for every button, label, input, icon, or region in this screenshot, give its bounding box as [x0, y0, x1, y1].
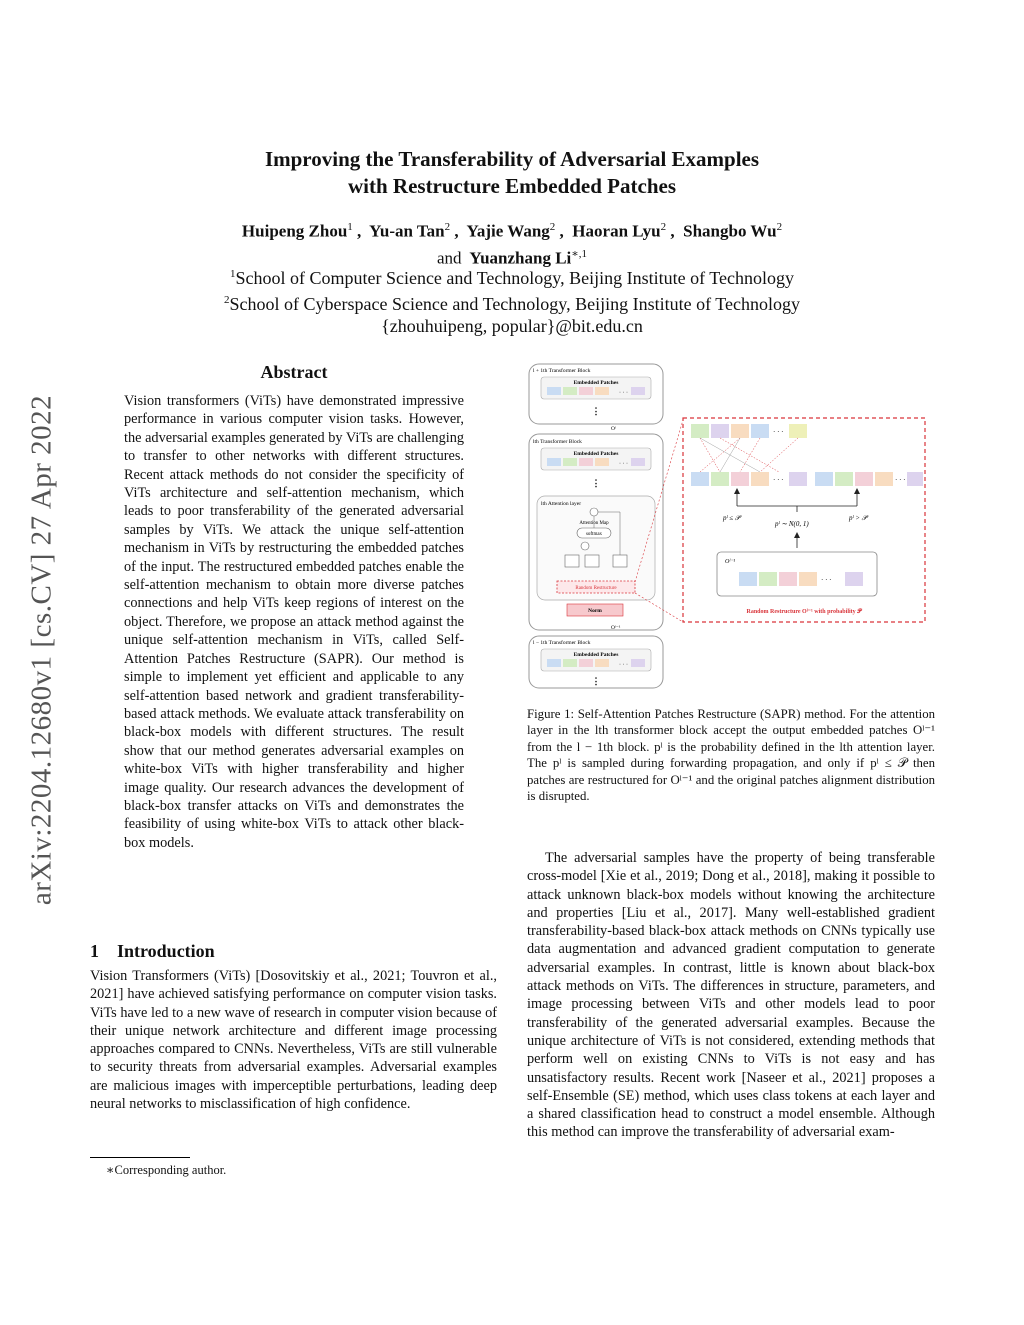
introduction-text: Vision Transformers (ViTs) [Dosovitskiy et al., 2021; Touvron et al., 2021] have achieved satisfying performance on computer vision tasks. ViTs have led to a new wave of research in computer vision because of their unique network architecture and different image processing approaches compared to CNNs. Nevertheless, ViTs are still vulnerable to security threats from adversarial examples. Adversarial examples are malicious images with imperceptible perturbations, leading deep neural networks to misclassification of high confidence.: [90, 968, 497, 1113]
attention-map-label: Attention Map: [579, 521, 609, 526]
embedded-patches-mid-label: Embedded Patches: [573, 451, 619, 457]
softmax-label: softmax: [585, 532, 603, 537]
prob-gt-label: pˡ > 𝒫: [849, 514, 867, 522]
shuffled-patches-top: [691, 424, 807, 438]
arxiv-sidebar: [22, 350, 62, 950]
author: Yajie Wang: [466, 221, 550, 241]
affiliations: $^1$School of Computer Science and Technology, Beijing Institute of Technology $^2$School of Cyberspace Science and Technology, Beijing Institute of Technology {zhouhuipeng, popular}@bit.edu.cn: [120, 263, 904, 337]
right-panel-caption: Random Restructure Oˡ⁻¹ with probability 𝒫: [746, 609, 862, 615]
section-heading-introduction: 1 Introduction: [90, 941, 215, 961]
email: {zhouhuipeng, popular}@bit.edu.cn: [381, 316, 643, 336]
svg-text:· · ·: · · ·: [619, 390, 628, 396]
author: Haoran Lyu: [572, 221, 661, 241]
svg-text:· · ·: · · ·: [773, 476, 784, 484]
prob-le-label: pˡ ≤ 𝒫: [723, 514, 740, 522]
svg-text:· · ·: · · ·: [773, 428, 784, 436]
svg-text:· · ·: · · ·: [619, 662, 628, 668]
paper-title: Improving the Transferability of Adversarial Examples with Restructure Embedded Patches: [264, 147, 760, 198]
footnote: ∗Corresponding author.: [106, 1163, 227, 1177]
footnote-rule: [90, 1157, 190, 1158]
figure-1-caption: Figure 1: Self-Attention Patches Restructure (SAPR) method. For the attention layer in the lth transformer block accept the output embedded patches Oˡ⁻¹ from the l − 1th block. pˡ is the probability defined in the lth attention layer. The pˡ is sampled during forwarding propagation, and only if pˡ ≤ 𝒫 then patches are restructured for Oˡ⁻¹ and the original patches alignment distribution is disrupted.: [527, 707, 935, 804]
figure-1-diagram: [527, 360, 935, 690]
svg-text:· · ·: · · ·: [821, 576, 832, 584]
author: Shangbo Wu: [683, 221, 777, 241]
svg-text:⋮: ⋮: [591, 406, 601, 416]
attention-layer-label: lth Attention layer: [541, 501, 582, 507]
norm-label: Norm: [588, 608, 602, 614]
affiliation-1: School of Computer Science and Technology, Beijing Institute of Technology: [235, 268, 795, 288]
v-proj: [613, 555, 627, 567]
arxiv-identifier: arXiv:2204.12680v1 [cs.CV] 27 Apr 2022: [25, 394, 58, 906]
block-top-label: l + 1th Transformer Block: [533, 368, 591, 374]
author: Yu-an Tan: [369, 221, 445, 241]
prob-dist-label: pˡ ∼ N(0, 1): [775, 520, 809, 528]
block-mid-label: lth Transformer Block: [533, 439, 582, 445]
random-restructure-label: Random Restructure: [575, 586, 617, 591]
block-bottom-label: l − 1th Transformer Block: [533, 640, 591, 646]
o-prev-label: Oˡ⁻¹: [611, 625, 621, 631]
abstract-text: Vision transformers (ViTs) have demonstrated impressive performance in various computer vision tasks. However, the adversarial examples generated by ViTs are challenging to transfer to other networks with different structures. Recent attack methods do not consider the specificity of ViTs architecture and self-attention mechanism, which leads to poor transferability of the generated adversarial samples by ViTs. We attack the unique self-attention mechanism in ViTs by restructuring the embedded patches of the input. The restructured embedded patches enable the self-attention mechanism to obtain more diverse patches connections and help ViTs keep regions of interest on the object. Therefore, we propose an attack method against the unique self-attention mechanism in ViTs, called Self-Attention Patches Restructure (SAPR). Our method is simple to implement yet efficient and applicable to any self-attention based network and gradient transferability-based attack methods. We evaluate attack transferability on black-box models with different structures. The result show that our method generates adversarial examples on white-box ViTs with higher transferability and higher image quality. Our research advances the development of black-box transfer attacks on ViTs and demonstrates the feasibility of using white-box ViTs to attack other black-box models.: [124, 393, 464, 851]
abstract-heading: Abstract: [260, 362, 328, 382]
multiply-node: [590, 508, 598, 516]
right-column-text: The adversarial samples have the property of being transferable cross-model [Xie et al., 2019; Dong et al., 2018], making it possible to attack unknown black-box models without knowing the architecture and properties [Liu et al., 2017]. Many well-established gradient transferability-based black-box attack methods on CNNs typically use data augmentation and advanced gradient computation to generate adversarial examples. In contrast, little is known about black-box attack methods on ViTs. The differences in structure, parameters, and image processing between ViTs and other models lead to poor transferability of the generated adversarial examples. Because the unique architecture of ViTs is not considered, extending methods that perform well on existing CNNs to ViTs is not easy and has unsatisfactory results. Recent work [Naseer et al., 2021] proposes a self-Ensemble (SE) method, which uses class tokens at each layer and a shared classification head to construct a model ensemble. Although this method can improve the transferability of adversarial exam-: [527, 850, 935, 1141]
embedded-patches-top-label: Embedded Patches: [573, 380, 619, 386]
author: Yuanzhang Li: [469, 248, 572, 268]
svg-text:· · ·: · · ·: [895, 476, 906, 484]
svg-text:· · ·: · · ·: [619, 461, 628, 467]
o-prev-input-label: Oˡ⁻¹: [725, 559, 736, 565]
affiliation-2: School of Cyberspace Science and Technology, Beijing Institute of Technology: [229, 294, 800, 314]
patches-restructured: [691, 472, 807, 486]
author: Huipeng Zhou: [241, 221, 348, 241]
k-proj: [585, 555, 599, 567]
o-cur-label: Oˡ: [611, 426, 616, 432]
embedded-patches-bottom-label: Embedded Patches: [573, 652, 619, 658]
author-list: Huipeng Zhou$^1$ , Yu-an Tan$^2$ , Yajie Wang$^2$ , Haoran Lyu$^2$ , Shangbo Wu$^2$ and Yuanzhang $Li^{∗,1}$: [241, 221, 783, 268]
q-proj: [565, 555, 579, 567]
svg-text:⋮: ⋮: [591, 676, 601, 686]
svg-text:⋮: ⋮: [591, 478, 601, 488]
